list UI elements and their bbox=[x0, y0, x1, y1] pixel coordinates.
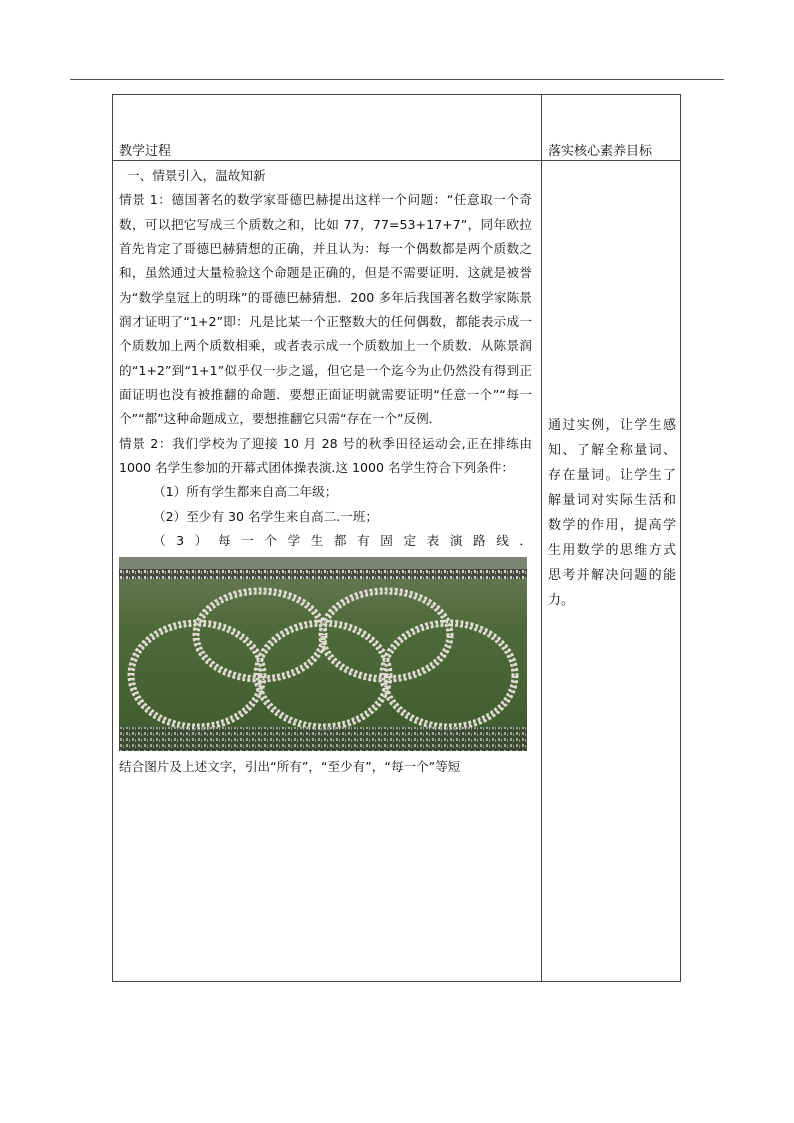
olympic-rings-formation-photo bbox=[119, 557, 527, 751]
section-title: 一、情景引入，温故知新 bbox=[127, 168, 266, 183]
header-core-goals: 落实核心素养目标 bbox=[548, 144, 653, 159]
teaching-process-content bbox=[119, 164, 532, 779]
condition-2: （2）至少有 30 名学生来自高二.一班； bbox=[153, 508, 378, 524]
after-image-paragraph: 结合图片及上述文字，引出“所有”，“至少有”，“每一个”等短 bbox=[119, 758, 461, 774]
core-goals-content: 通过实例，让学生感知、了解全称量词、存在量词。让学生了解量词对实际生活和数学的作用，提高学生用数学的思维方式思考并解决问题的能力。 bbox=[548, 418, 676, 608]
column-divider bbox=[541, 95, 542, 981]
condition-3: （3）每一个学生都有固定表演路线． bbox=[153, 533, 532, 549]
header-teaching-process: 教学过程 bbox=[119, 144, 172, 159]
condition-1: （1）所有学生都来自高二年级； bbox=[153, 484, 338, 500]
scene-2-paragraph: 情景 2：我们学校为了迎接 10 月 28 号的秋季田径运动会,正在排练由 1000 名学生参加的开幕式团体操表演.这 1000 名学生符合下列条件： bbox=[119, 435, 532, 476]
header-rule bbox=[70, 79, 724, 80]
lesson-table bbox=[112, 94, 681, 982]
scene-1-paragraph: 情景 1：德国著名的数学家哥德巴赫提出这样一个问题：“任意取一个奇数，可以把它写成三个质数之和，比如 77，77=53+17+7”，同年欧拉首先肯定了哥德巴赫猜想的正确，并且认为：每一个偶数都是两个质数之和，虽然通过大量检验这个命题是正确的，但是不需要证明．这就是被誉为“数学皇冠上的明珠”的哥德巴赫猜想．200 多年后我国著名数学家陈景润才证明了“1+2”即：凡是比某一个正整数大的任何偶数，都能表示成一个质数加上两个质数相乘，或者表示成一个质数加上一个质数．从陈景润的“1+2”到“1+1”似乎仅一步之遥，但它是一个迄今为止仍然没有得到正面证明也没有被推翻的命题．要想正面证明就需要证明“任意一个”“每一个”“都”这种命题成立，要想推翻它只需“存在一个”反例． bbox=[119, 192, 532, 427]
header-divider bbox=[113, 160, 680, 161]
